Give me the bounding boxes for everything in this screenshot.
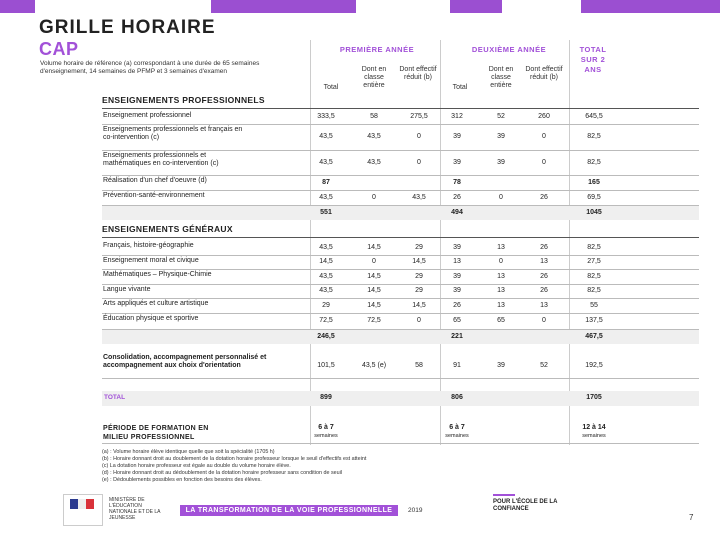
top-tab-decor xyxy=(581,0,720,13)
cell: 26 xyxy=(540,273,548,280)
cell: 91 xyxy=(453,362,461,369)
ministry-name: MINISTÈRE DE L'ÉDUCATION NATIONALE ET DE LA JEUNESSE xyxy=(109,497,161,521)
cell: 29 xyxy=(415,287,423,294)
col-classe-y2: Dont en classe entière xyxy=(488,66,514,89)
cell: 26 xyxy=(540,244,548,251)
cell: 82,5 xyxy=(587,133,601,140)
row-label: Enseignement professionnel xyxy=(103,112,192,119)
table-row xyxy=(102,269,699,285)
footer-year: 2019 xyxy=(408,507,423,514)
cell: 72,5 xyxy=(319,317,333,324)
cell: 0 xyxy=(417,159,421,166)
row-label: Mathématiques – Physique-Chimie xyxy=(103,271,212,278)
year2-header: DEUXIÈME ANNÉE xyxy=(471,45,547,54)
cell: 52 xyxy=(497,113,505,120)
cell: 39 xyxy=(453,273,461,280)
republique-logo xyxy=(63,494,103,526)
gen-subtotal-row xyxy=(102,330,699,344)
row-label: Français, histoire-géographie xyxy=(103,242,194,249)
cell: 13 xyxy=(453,258,461,265)
footnotes xyxy=(102,449,442,484)
cell: 58 xyxy=(370,113,378,120)
total-y2: 806 xyxy=(451,394,463,401)
cell: 43,5 xyxy=(367,159,381,166)
cell: 55 xyxy=(590,302,598,309)
row-label: Enseignement moral et civique xyxy=(103,257,199,264)
top-tab-decor xyxy=(450,0,502,13)
cell: 0 xyxy=(542,317,546,324)
cell: 43,5 xyxy=(319,194,333,201)
cell: 29 xyxy=(322,302,330,309)
page-title: GRILLE HORAIRE xyxy=(39,17,216,38)
cell: 14,5 xyxy=(367,302,381,309)
cell: 82,5 xyxy=(587,159,601,166)
cell: 333,5 xyxy=(317,113,335,120)
cell: 0 xyxy=(542,133,546,140)
table-row xyxy=(102,175,699,191)
cell: 39 xyxy=(453,133,461,140)
page-number: 7 xyxy=(689,513,694,522)
cell: 14,5 xyxy=(412,302,426,309)
pro-subtotal-y2: 494 xyxy=(451,209,463,216)
row-label: Prévention-santé-environnement xyxy=(103,192,205,199)
col-effectif-y1: Dont effectif réduit (b) xyxy=(399,66,437,81)
cell: 72,5 xyxy=(367,317,381,324)
pro-subtotal-y1: 551 xyxy=(320,209,332,216)
page-subtitle: CAP xyxy=(39,39,79,59)
table-row xyxy=(102,298,699,314)
cell: 14,5 xyxy=(367,273,381,280)
cell: 26 xyxy=(453,194,461,201)
cell: 0 xyxy=(417,133,421,140)
row-label: Enseignements professionnels et mathématiques en co-intervention (c) xyxy=(103,152,219,167)
pro-subtotal-all: 1045 xyxy=(586,209,602,216)
row-label: Éducation physique et sportive xyxy=(103,315,199,322)
gen-subtotal-y2: 221 xyxy=(451,333,463,340)
cell: 39 xyxy=(453,287,461,294)
cell: 78 xyxy=(453,179,461,186)
cell: 39 xyxy=(497,362,505,369)
total-all: 1705 xyxy=(586,394,602,401)
cell: 101,5 xyxy=(317,362,335,369)
gen-subtotal-y1: 246,5 xyxy=(317,333,335,340)
cell: 82,5 xyxy=(587,273,601,280)
cell: 27,5 xyxy=(587,258,601,265)
cell: 13 xyxy=(540,302,548,309)
top-tab-decor xyxy=(0,0,35,13)
cell: 0 xyxy=(372,194,376,201)
gen-subtotal-all: 467,5 xyxy=(585,333,603,340)
cell: 165 xyxy=(588,179,600,186)
table-row xyxy=(102,240,699,256)
top-tab-decor xyxy=(211,0,356,13)
cell: 13 xyxy=(497,244,505,251)
pfmp-y1: 6 à 7 xyxy=(318,424,334,431)
cell: 82,5 xyxy=(587,244,601,251)
cell: 39 xyxy=(497,133,505,140)
cell: 137,5 xyxy=(585,317,603,324)
cell: 275,5 xyxy=(410,113,428,120)
section-pro-title: ENSEIGNEMENTS PROFESSIONNELS xyxy=(102,95,265,105)
table-row xyxy=(102,284,699,299)
cell: 0 xyxy=(499,258,503,265)
total-header: TOTAL SUR 2 ANS xyxy=(579,45,607,74)
footnote: (a) : Volume horaire élève identique quelle que soit la spécialité (1705 h) xyxy=(102,449,275,455)
row-label: Enseignements professionnels et français en co-intervention (c) xyxy=(103,126,243,141)
footnote: (c) La dotation horaire professeur est égale au double du volume horaire élève. xyxy=(102,463,291,469)
pfmp-all-unit: semaines xyxy=(582,433,606,439)
col-total-y1: Total xyxy=(323,84,339,91)
section-gen-title: ENSEIGNEMENTS GÉNÉRAUX xyxy=(102,224,233,234)
footnote: (d) : Horaire donnant droit au dédoublement de la dotation horaire professeur sans condition de seuil xyxy=(102,470,343,476)
total-label: TOTAL xyxy=(104,394,126,401)
cell: 52 xyxy=(540,362,548,369)
section-divider xyxy=(102,237,699,238)
col-classe-y1: Dont en classe entière xyxy=(361,66,387,89)
total-y1: 899 xyxy=(320,394,332,401)
cell: 43,5 xyxy=(367,133,381,140)
col-effectif-y2: Dont effectif réduit (b) xyxy=(525,66,563,81)
year1-header: PREMIÈRE ANNÉE xyxy=(339,45,415,54)
row-label: Langue vivante xyxy=(103,286,151,293)
cell: 260 xyxy=(538,113,550,120)
cell: 43,5 xyxy=(319,133,333,140)
cell: 0 xyxy=(542,159,546,166)
cell: 0 xyxy=(372,258,376,265)
table-row xyxy=(102,313,699,330)
cell: 192,5 xyxy=(585,362,603,369)
footnote: (b) : Horaire donnant droit au doublement de la dotation horaire professeur lorsque le seuil d'effectifs est atteint xyxy=(102,456,367,462)
cell: 26 xyxy=(453,302,461,309)
cell: 65 xyxy=(453,317,461,324)
cell: 14,5 xyxy=(367,244,381,251)
cell: 43,5 (e) xyxy=(361,362,387,369)
table-row xyxy=(102,190,699,206)
cell: 87 xyxy=(322,179,330,186)
row-label: Réalisation d'un chef d'oeuvre (d) xyxy=(103,177,207,184)
cell: 312 xyxy=(451,113,463,120)
pfmp-y1-unit: semaines xyxy=(314,433,338,439)
section-divider xyxy=(102,108,699,109)
cell: 645,5 xyxy=(585,113,603,120)
cell: 0 xyxy=(417,317,421,324)
cell: 39 xyxy=(497,159,505,166)
table-row xyxy=(102,110,699,125)
table-row xyxy=(102,255,699,270)
cell: 29 xyxy=(415,244,423,251)
cell: 26 xyxy=(540,287,548,294)
cell: 13 xyxy=(540,258,548,265)
ecole-accent xyxy=(493,494,515,496)
cell: 26 xyxy=(540,194,548,201)
cell: 29 xyxy=(415,273,423,280)
pfmp-all: 12 à 14 xyxy=(582,424,606,431)
cell: 43,5 xyxy=(412,194,426,201)
cell: 82,5 xyxy=(587,287,601,294)
pro-subtotal-row xyxy=(102,206,699,220)
cell: 13 xyxy=(497,302,505,309)
ecole-confiance: POUR L'ÉCOLE DE LA CONFIANCE xyxy=(493,499,558,512)
footnote: (e) : Dédoublements possibles en fonction des besoins des élèves. xyxy=(102,477,262,483)
cell: 43,5 xyxy=(319,159,333,166)
cell: 43,5 xyxy=(319,287,333,294)
cell: 14,5 xyxy=(367,287,381,294)
cell: 0 xyxy=(499,194,503,201)
pfmp-row xyxy=(102,421,699,444)
cell: 69,5 xyxy=(587,194,601,201)
cell: 13 xyxy=(497,287,505,294)
transformation-banner: LA TRANSFORMATION DE LA VOIE PROFESSIONNELLE xyxy=(180,505,398,516)
cell: 65 xyxy=(497,317,505,324)
cell: 39 xyxy=(453,244,461,251)
row-label: Arts appliqués et culture artistique xyxy=(103,300,209,307)
total-row xyxy=(102,391,699,406)
cell: 39 xyxy=(453,159,461,166)
table-row xyxy=(102,150,699,176)
col-total-y2: Total xyxy=(452,84,468,91)
conso-label: Consolidation, accompagnement personnalisé et accompagnement aux choix d'orientation xyxy=(103,354,267,369)
table-row xyxy=(102,124,699,151)
pfmp-y2-unit: semaines xyxy=(445,433,469,439)
cell: 58 xyxy=(415,362,423,369)
cell: 13 xyxy=(497,273,505,280)
cell: 14,5 xyxy=(412,258,426,265)
cell: 14,5 xyxy=(319,258,333,265)
pfmp-label: PÉRIODE DE FORMATION EN MILIEU PROFESSIONNEL xyxy=(103,425,209,441)
pfmp-y2: 6 à 7 xyxy=(449,424,465,431)
conso-row xyxy=(102,352,699,379)
cell: 43,5 xyxy=(319,244,333,251)
intro-text: Volume horaire de référence (a) correspondant à une durée de 65 semaines d'enseignement, 14 semaines de PFMP et 3 semaines d'examen xyxy=(40,60,260,75)
cell: 43,5 xyxy=(319,273,333,280)
